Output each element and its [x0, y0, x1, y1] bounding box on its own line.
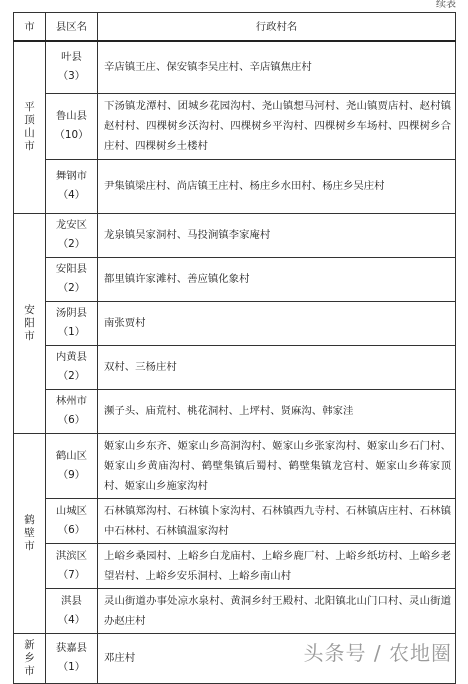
city-cell	[14, 433, 46, 633]
villages-cell: 龙泉镇吴家洞村、马投涧镇李家庵村	[98, 213, 456, 257]
county-name: 内黄县	[55, 351, 88, 363]
city-name: 安阳市	[24, 303, 35, 342]
county-cell	[46, 633, 98, 683]
city-cell	[14, 633, 46, 683]
county-name: 舞钢市	[55, 170, 88, 182]
villages-cell: 姬家山乡东齐、姬家山乡高洞沟村、姬家山乡张家沟村、姬家山乡石门村、姬家山乡黄庙沟村、鹤壁集镇后蜀村、鹤壁集镇龙宫村、姬家山乡蒋家顶村、姬家山乡施家沟村	[98, 433, 456, 498]
county-name: 汤阴县	[55, 307, 88, 319]
table-row	[14, 498, 456, 543]
table-row	[14, 543, 456, 588]
county-cell	[46, 159, 98, 213]
county-name: 淇县	[61, 594, 82, 607]
header-city: 市	[14, 13, 46, 42]
county-cell	[46, 433, 98, 498]
county-cell	[46, 345, 98, 389]
village-count: （6）	[57, 414, 86, 426]
county-cell	[46, 301, 98, 345]
county-cell	[46, 41, 98, 93]
villages-cell: 都里镇许家滩村、善应镇化象村	[98, 257, 456, 301]
county-name: 鲁山县	[55, 110, 88, 122]
village-count: （2）	[57, 282, 86, 294]
villages-cell: 邓庄村	[98, 633, 456, 683]
villages-cell: 双村、三杨庄村	[98, 345, 456, 389]
city-cell	[14, 41, 46, 213]
county-cell	[46, 93, 98, 159]
villages-cell: 灵山街道办事处凉水泉村、黄洞乡纣王殿村、北阳镇北山门口村、灵山街道办赵庄村	[98, 588, 456, 633]
county-name: 获嘉县	[55, 642, 88, 654]
watermark: 头条号 / 农地圈	[303, 641, 452, 665]
county-cell	[46, 498, 98, 543]
continued-note: 续表	[436, 0, 456, 10]
village-count: （7）	[57, 568, 86, 581]
village-count: （2）	[57, 370, 86, 382]
header-county: 县区名	[46, 13, 98, 42]
village-count: （3）	[57, 70, 86, 83]
county-cell	[46, 257, 98, 301]
villages-cell: 南张贾村	[98, 301, 456, 345]
village-count: （4）	[57, 613, 86, 626]
villages-cell: 濒子头、庙荒村、桃花洞村、上坪村、贤麻沟、韩家洼	[98, 389, 456, 433]
city-name: 鹤壁市	[24, 513, 35, 552]
header-villages: 行政村名	[98, 13, 456, 42]
village-count: （2）	[57, 238, 86, 250]
city-cell	[14, 213, 46, 433]
table-row	[14, 345, 456, 389]
county-name: 淇滨区	[55, 549, 88, 562]
table-row	[14, 257, 456, 301]
county-name: 安阳县	[55, 263, 88, 275]
county-name: 龙安区	[55, 219, 88, 231]
table-row	[14, 41, 456, 93]
county-name: 林州市	[55, 395, 88, 407]
table-row	[14, 213, 456, 257]
village-table	[13, 12, 456, 684]
village-count: （1）	[57, 326, 86, 338]
villages-cell: 上峪乡桑园村、上峪乡白龙庙村、上峪乡鹿厂村、上峪乡纸坊村、上峪乡老望岩村、上峪乡安乐洞村、上峪乡南山村	[98, 543, 456, 588]
city-name: 平顶山市	[24, 101, 35, 153]
table-header-row	[14, 13, 456, 42]
table-row	[14, 389, 456, 433]
villages-cell: 下汤镇龙潭村、团城乡花园沟村、尧山镇想马河村、尧山镇贾店村、赵村镇赵村村、四棵树乡沃沟村、四棵树乡平沟村、四棵树乡车场村、四棵树乡合庄村、四棵树乡土楼村	[98, 93, 456, 159]
table-row	[14, 159, 456, 213]
county-cell	[46, 543, 98, 588]
village-count: （4）	[57, 189, 86, 201]
villages-cell: 辛店镇王庄、保安镇李吴庄村、辛店镇焦庄村	[98, 41, 456, 93]
villages-cell: 尹集镇梁庄村、尚店镇王庄村、杨庄乡水田村、杨庄乡吴庄村	[98, 159, 456, 213]
table-row	[14, 93, 456, 159]
county-cell	[46, 389, 98, 433]
village-count: （6）	[57, 523, 86, 536]
village-count: （9）	[57, 468, 86, 481]
county-cell	[46, 213, 98, 257]
village-count: （1）	[57, 661, 86, 673]
table-row	[14, 433, 456, 498]
county-name: 鹤山区	[55, 449, 88, 462]
table-row	[14, 301, 456, 345]
villages-cell: 石林镇郑沟村、石林镇卜家沟村、石林镇西九寺村、石林镇店庄村、石林镇中石林村、石林镇温家沟村	[98, 498, 456, 543]
city-name: 新乡市	[24, 638, 35, 677]
county-name: 山城区	[55, 504, 88, 517]
county-name: 叶县	[61, 51, 82, 64]
table-row	[14, 588, 456, 633]
village-count: （10）	[54, 129, 89, 141]
county-cell	[46, 588, 98, 633]
